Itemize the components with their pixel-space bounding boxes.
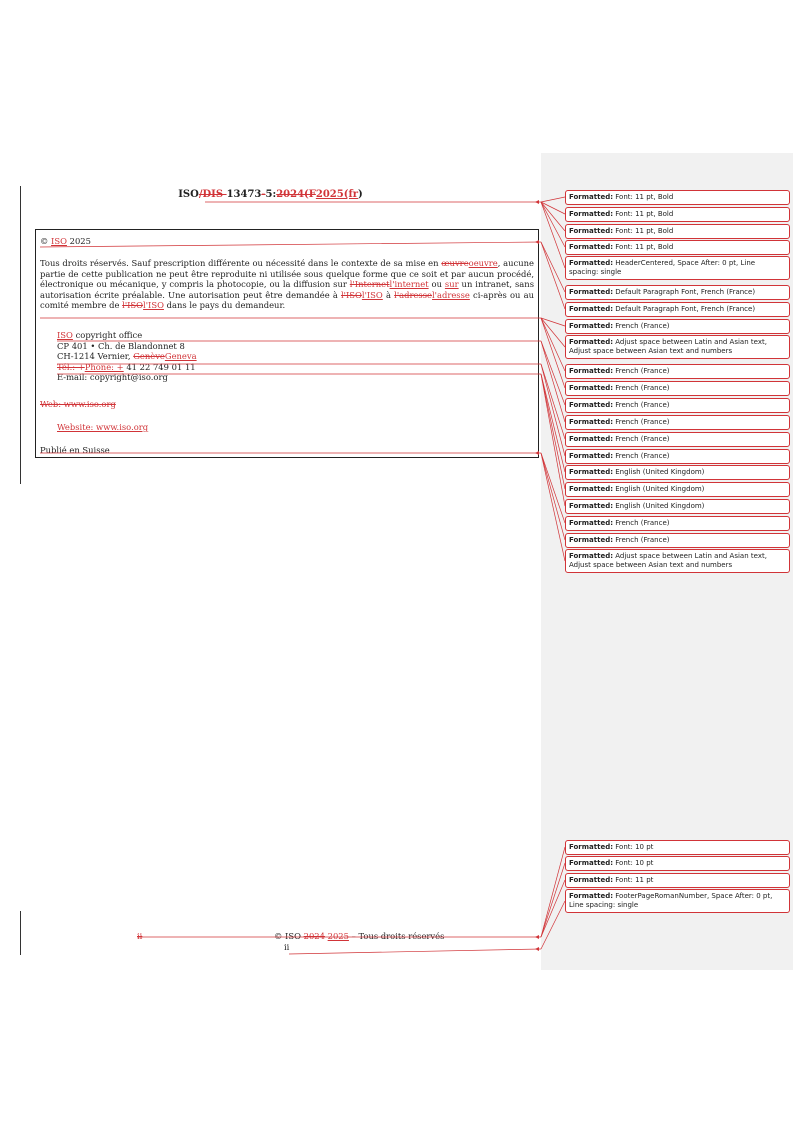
balloon-23[interactable]: Formatted: Font: 10 pt (565, 856, 790, 871)
balloon-07[interactable]: Formatted: Default Paragraph Font, French (France) (565, 302, 790, 317)
balloon-24[interactable]: Formatted: Font: 11 pt (565, 873, 790, 888)
balloon-15[interactable]: Formatted: French (France) (565, 449, 790, 464)
balloon-16[interactable]: Formatted: English (United Kingdom) (565, 465, 790, 480)
rights-paragraph[interactable]: Tous droits réservés. Sauf prescription différente ou nécessité dans le contexte de sa mise en œuvreoeuvre, aucune partie de cette publication ne peut être reproduite ni utilisée sous quelque forme que ce soit et par aucun procédé, électronique ou mécanique, y compris la photocopie, ou la diffusion sur l'Internetl'internet ou sur un intranet, sans autorisation écrite préalable. Une autorisation peut être demandée à l'ISOl'ISO à l'adressel'adresse ci-après ou au comité membre de l'ISOl'ISO dans le pays du demandeur. (40, 258, 534, 311)
copyright-line[interactable]: © ISO 2025 (40, 236, 91, 246)
balloon-05[interactable]: Formatted: HeaderCentered, Space After: 0 pt, Line spacing: single (565, 256, 790, 280)
balloon-01[interactable]: Formatted: Font: 11 pt, Bold (565, 190, 790, 205)
balloon-02[interactable]: Formatted: Font: 11 pt, Bold (565, 207, 790, 222)
address-phone: Tél.: +Phone: + 41 22 749 01 11 (57, 361, 196, 372)
published-in[interactable]: Publié en Suisse (40, 445, 110, 455)
footer-page-number[interactable]: ii (284, 942, 290, 952)
balloon-04[interactable]: Formatted: Font: 11 pt, Bold (565, 240, 790, 255)
balloon-06[interactable]: Formatted: Default Paragraph Font, French (France) (565, 285, 790, 300)
address-office: ISO copyright office (57, 330, 143, 340)
address-cp: CP 401 • Ch. de Blandonnet 8 (57, 340, 185, 351)
balloon-14[interactable]: Formatted: French (France) (565, 432, 790, 447)
address-email: E-mail: copyright@iso.org (57, 372, 168, 383)
web-deleted[interactable]: Web: www.iso.org (40, 399, 116, 409)
balloon-20[interactable]: Formatted: French (France) (565, 533, 790, 548)
balloon-25[interactable]: Formatted: FooterPageRomanNumber, Space After: 0 pt, Line spacing: single (565, 889, 790, 913)
balloon-18[interactable]: Formatted: English (United Kingdom) (565, 499, 790, 514)
balloon-19[interactable]: Formatted: French (France) (565, 516, 790, 531)
address-city: CH-1214 Vernier, GenèveGeneva (57, 351, 197, 362)
balloon-11[interactable]: Formatted: French (France) (565, 381, 790, 396)
balloon-03[interactable]: Formatted: Font: 11 pt, Bold (565, 224, 790, 239)
balloon-17[interactable]: Formatted: English (United Kingdom) (565, 482, 790, 497)
balloon-12[interactable]: Formatted: French (France) (565, 398, 790, 413)
balloon-08[interactable]: Formatted: French (France) (565, 319, 790, 334)
balloon-10[interactable]: Formatted: French (France) (565, 364, 790, 379)
balloon-22[interactable]: Formatted: Font: 10 pt (565, 840, 790, 855)
website-inserted[interactable]: Website: www.iso.org (57, 422, 149, 432)
anchor-line-page (289, 949, 541, 954)
footer-copyright[interactable]: © ISO 2024 2025 – Tous droits réservés (274, 931, 445, 941)
balloon-21[interactable]: Formatted: Adjust space between Latin and Asian text, Adjust space between Asian text and numbers (565, 549, 790, 573)
balloon-09[interactable]: Formatted: Adjust space between Latin and Asian text, Adjust space between Asian text and numbers (565, 335, 790, 359)
footer-deleted-page[interactable]: ii (137, 931, 143, 941)
document-header[interactable]: ISO/DIS 13473-5:2024(F2025(fr) (178, 189, 363, 200)
balloon-13[interactable]: Formatted: French (France) (565, 415, 790, 430)
anchor-line-copyright (40, 242, 541, 247)
